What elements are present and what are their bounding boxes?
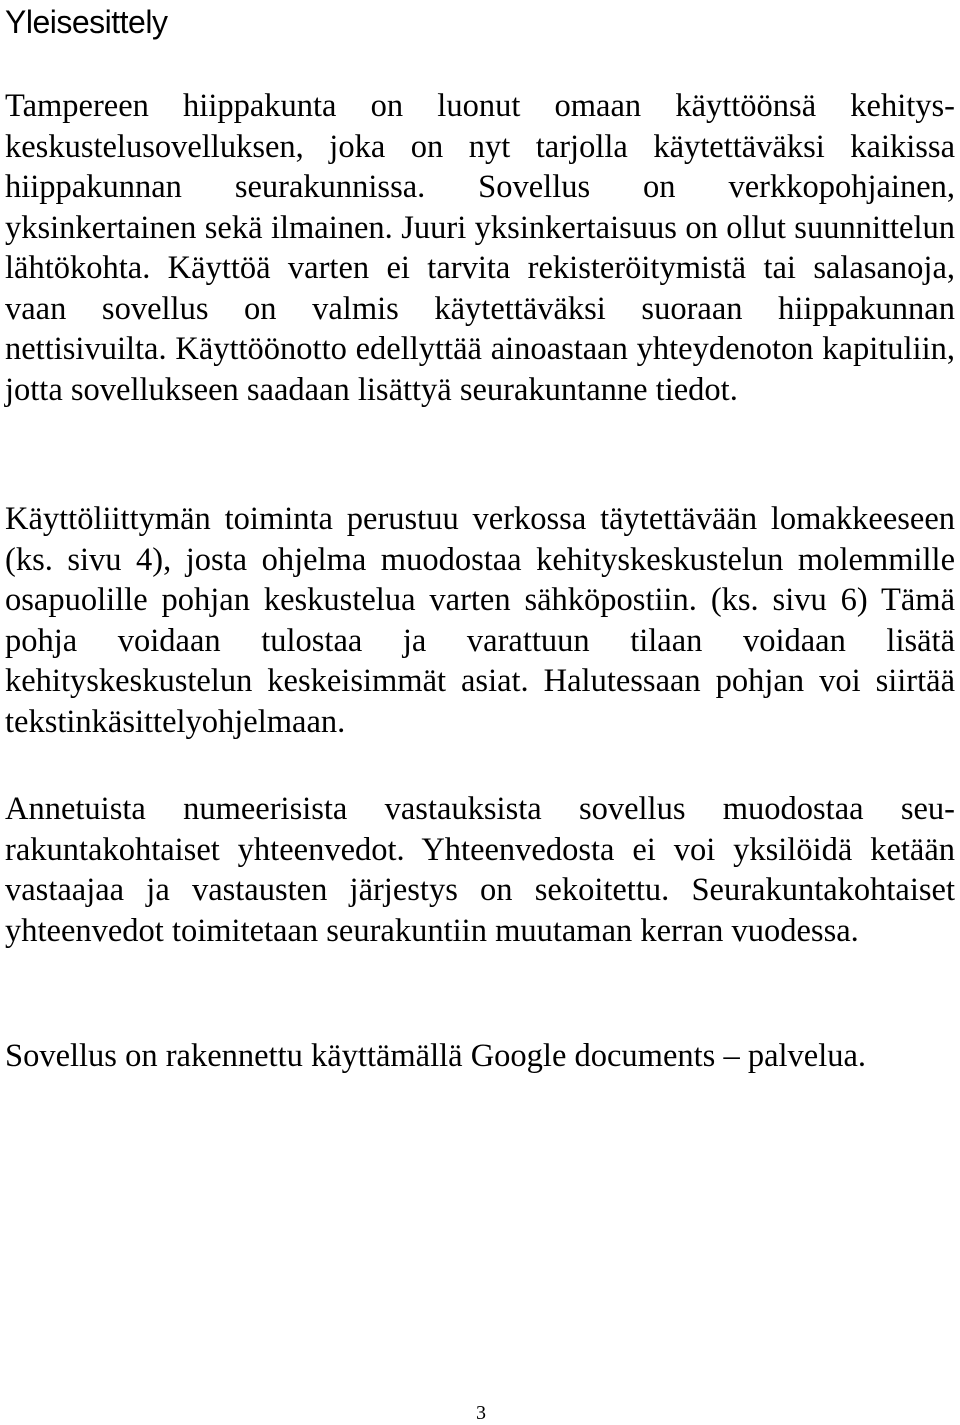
- document-page: [5, 0, 955, 1074]
- paragraph-user-interface: Käyttöliittymän toiminta perustuu verkossa täytettävään lomakkeeseen (ks. sivu 4), josta ohjelma muodostaa kehityskeskustelun molemmille osapuolille pohjan keskustelua varten sähköpostiin. (ks. sivu 6) Tämä pohja voidaan tulostaa ja varattuun tilaan voidaan lisätä kehityskeskustelun keskeisimmät asiat. Halutessaan pohjan voi siirtää tekstinkäsittelyohjelmaan.: [5, 501, 955, 740]
- paragraph-summaries: Annetuista numeerisista vastauksista sovellus muodostaa seurakuntakohtaiset yhteenvedot. Yhteenvedosta ei voi yksilöidä ketään vastaajaa ja vastausten järjestys on sekoitettu. Seurakuntakohtaiset yhteenvedot toimitetaan seurakuntiin muutaman kerran vuodessa.: [5, 791, 955, 949]
- paragraph-introduction: Tampereen hiippakunta on luonut omaan käyttöönsä kehityskeskustelusovelluksen, joka on nyt tarjolla käytettäväksi kaikissa hiippakunnan seurakunnissa. Sovellus on verkkopohjainen, yksinkertainen sekä ilmainen. Juuri yksinkertaisuus on ollut suunnittelun lähtökohta. Käyttöä varten ei tarvita rekisteröitymistä tai salasanoja, vaan sovellus on valmis käytettäväksi suoraan hiippakunnan nettisivuilta. Käyttöönotto edellyttää ainoastaan yhteydenoton kapituliin, jotta sovellukseen saadaan lisättyä seurakuntanne tiedot.: [5, 88, 955, 408]
- paragraph-google-documents: Sovellus on rakennettu käyttämällä Google documents – palvelua.: [5, 1038, 867, 1074]
- page-number: 3: [476, 1402, 486, 1424]
- section-title: Yleisesittely: [5, 4, 168, 40]
